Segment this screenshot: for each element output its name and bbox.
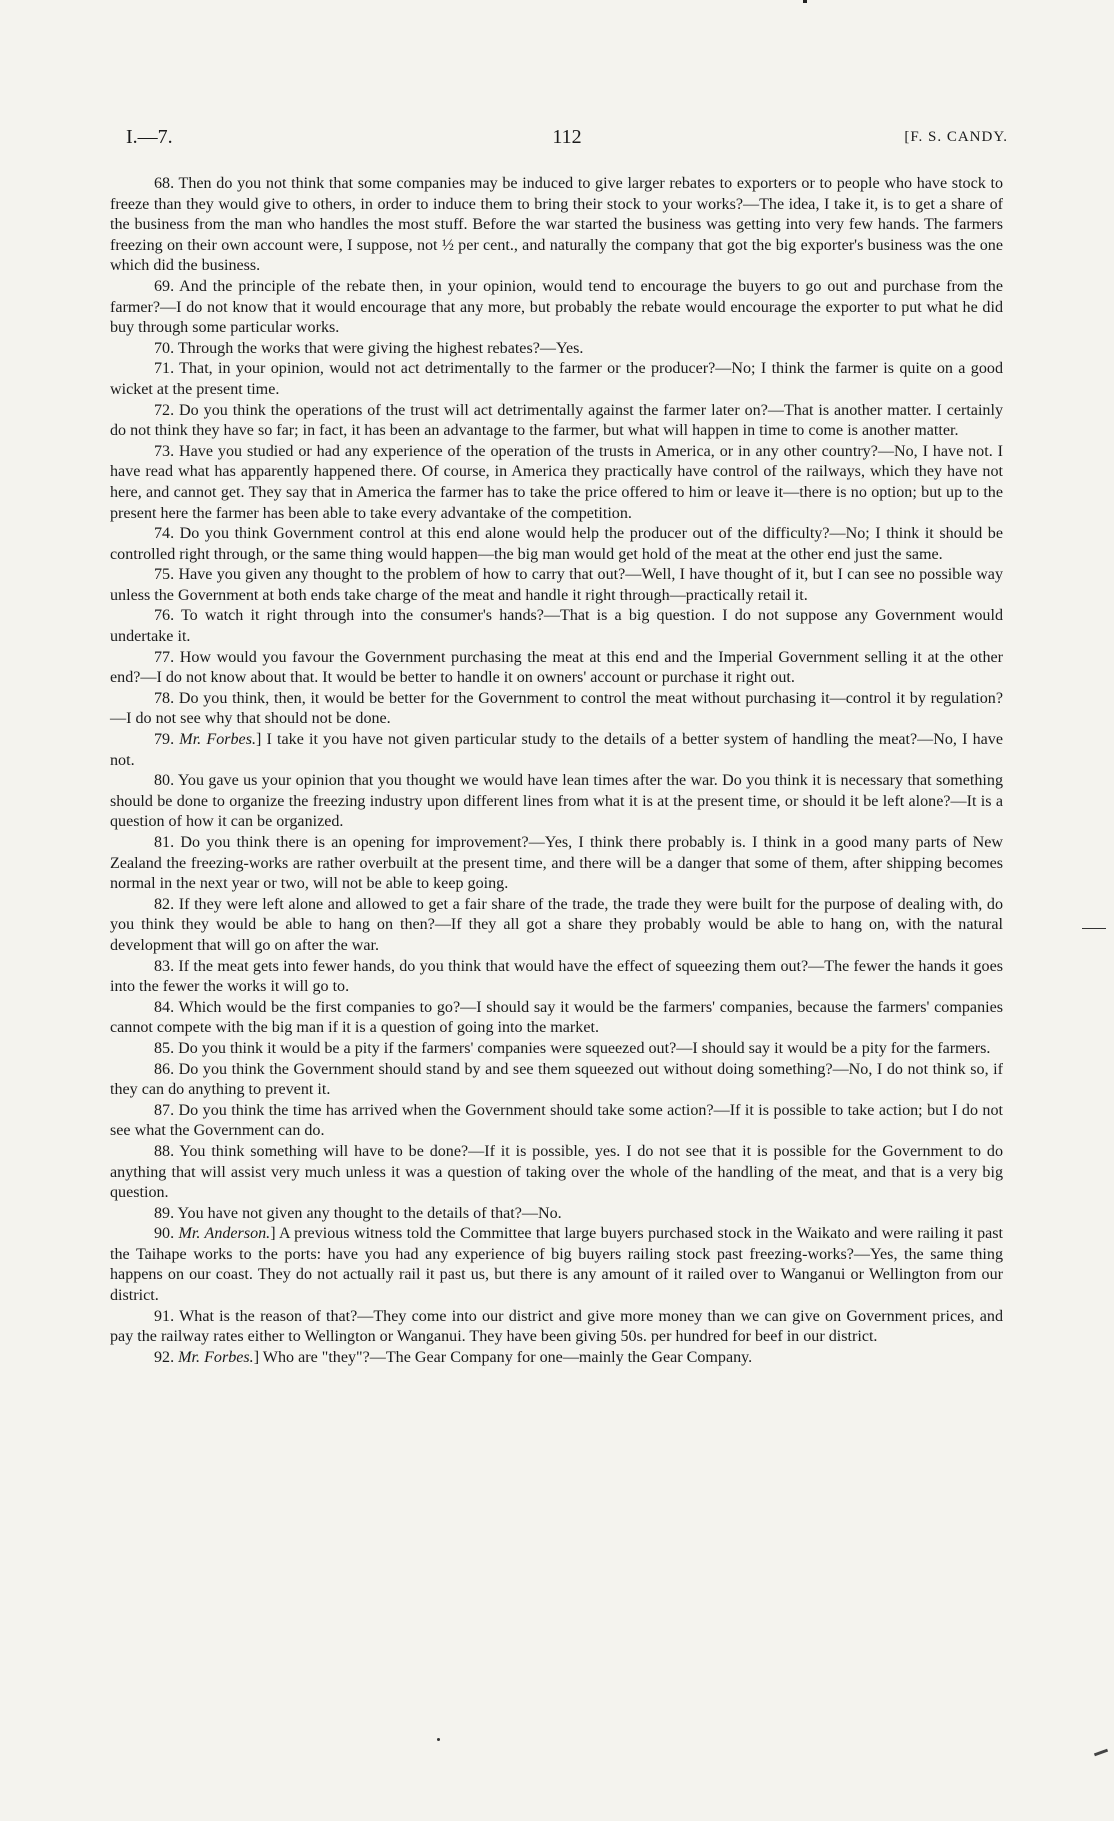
paragraph: 74. Do you think Government control at this end alone would help the producer out of the difficulty?—No; I think it should be controlled right through, or the same thing would happen—the big man would get hold of the meat at the other end just the same.: [110, 525, 1003, 563]
paragraph: 79. Mr. Forbes.] I take it you have not given particular study to the details of a better system of handling the meat?—No, I have not.: [110, 731, 1003, 769]
speaker-name: Mr. Forbes.: [178, 1348, 254, 1366]
paragraph: 85. Do you think it would be a pity if the farmers' companies were squeezed out?—I should say it would be a pity for the farmers.: [154, 1039, 991, 1057]
paragraph: 75. Have you given any thought to the problem of how to carry that out?—Well, I have thought of it, but I can see no possible way unless the Government at both ends take charge of the meat and handle it right through—practically retail it.: [110, 566, 1003, 604]
document-body: [110, 174, 1003, 1368]
paragraph: 83. If the meat gets into fewer hands, do you think that would have the effect of squeezing them out?—The fewer the hands it goes into the fewer the works it will go to.: [110, 957, 1003, 996]
margin-mark: [1094, 1749, 1108, 1757]
paragraph: 78. Do you think, then, it would be better for the Government to control the meat without purchasing it—control it by regulation?—I do not see why that should not be done.: [110, 689, 1003, 728]
margin-mark: [1082, 928, 1106, 929]
paragraph: 86. Do you think the Government should stand by and see them squeezed out without doing something?—No, I do not think so, if they can do anything to prevent it.: [110, 1060, 1003, 1099]
paragraph: 72. Do you think the operations of the trust will act detrimentally against the farmer later on?—That is another matter. I certainly do not think they have so far; in fact, it has been an advantage to the farmer, but what will happen in time to come is another matter.: [110, 401, 1003, 440]
paragraph: 88. You think something will have to be done?—If it is possible, yes. I do not see that it is possible for the Government to do anything that will assist very much unless it was a question of taking over the whole of the handling of the meat, and that is a very big question.: [110, 1142, 1003, 1202]
paragraph: 89. You have not given any thought to the details of that?—No.: [154, 1204, 562, 1222]
paragraph: 80. You gave us your opinion that you thought we would have lean times after the war. Do you think it is necessary that something should be done to organize the freezing industry upon different lines from what it is at the present time, or should it be left alone?—It is a question of how it can be organized.: [110, 772, 1003, 831]
paragraph: 87. Do you think the time has arrived when the Government should take some action?—If it is possible to take action; but I do not see what the Government can do.: [110, 1101, 1003, 1140]
paragraph: 84. Which would be the first companies to go?—I should say it would be the farmers' companies, because the farmers' companies cannot compete with the big man if it is a question of going into the market.: [110, 998, 1003, 1037]
paragraph: 70. Through the works that were giving the highest rebates?—Yes.: [154, 339, 584, 357]
paragraph: 81. Do you think there is an opening for improvement?—Yes, I think there probably is. I think in a good many parts of New Zealand the freezing-works are rather overbuilt at the present time, and there will be a danger that some of them, after shipping becomes normal in the next year or two, will not be able to keep going.: [110, 834, 1003, 893]
paragraph: 73. Have you studied or had any experience of the operation of the trusts in America, or in any other country?—No, I have not. I have read what has apparently happened there. Of course, in America they practically have control of the railways, which they have not here, and cannot get. They say that in America the farmer has to take the price offered to him or leave it—there is no option; but up to the present here the farmer has been able to take every advantake of the competition.: [110, 442, 1003, 522]
paper-reference: I.—7.: [126, 126, 173, 148]
scan-dot: [437, 1738, 440, 1741]
paragraph: 68. Then do you not think that some companies may be induced to give larger rebates to exporters or to people who have stock to freeze than they would give to others, in order to induce them to bring their stock to your works?—The idea, I take it, is to get a share of the business from the man who handles the most stuff. Before the war started the business was getting into very few hands. The farmers freezing on their own account were, I suppose, not ½ per cent., and naturally the company that got the big exporter's business was the one which did the business.: [110, 175, 1003, 275]
paragraph: 82. If they were left alone and allowed to get a fair share of the trade, the trade they were built for the purpose of dealing with, do you think they would be able to hang on then?—If they all got a share they probably would be able to hang on, with the natural development that will go on after the war.: [110, 895, 1003, 954]
witness-name: [F. S. CANDY.: [904, 129, 1008, 145]
paragraph: 91. What is the reason of that?—They come into our district and give more money than we can give on Government prices, and pay the railway rates either to Wellington or Wanganui. They have been giving 50s. per hundred for beef in our district.: [110, 1307, 1003, 1346]
paragraph: 90. Mr. Anderson.] A previous witness told the Committee that large buyers purchased stock in the Waikato and were railing it past the Taihape works to the ports: have you had any experience of big buyers railing stock past freezing-works?—Yes, the same thing happens on our coast. They do not actually rail it past us, but there is any amount of it railed over to Wanganui or Wellington from our district.: [110, 1225, 1003, 1305]
paragraph: 76. To watch it right through into the consumer's hands?—That is a big question. I do not suppose any Government would undertake it.: [110, 607, 1003, 646]
paragraph: 77. How would you favour the Government purchasing the meat at this end and the Imperial Government selling it at the other end?—I do not know about that. It would be better to handle it on owners' account or purchase it right out.: [110, 648, 1003, 687]
speaker-name: Mr. Forbes.: [179, 731, 256, 749]
page-number: 112: [552, 126, 582, 148]
paragraph: 71. That, in your opinion, would not act detrimentally to the farmer or the producer?—No; I think the farmer is quite on a good wicket at the present time.: [110, 360, 1003, 398]
page-header: [126, 126, 1008, 156]
paragraph: 92. Mr. Forbes.] Who are "they"?—The Gear Company for one—mainly the Gear Company.: [154, 1348, 753, 1366]
scan-mark: [803, 0, 807, 3]
paragraph: 69. And the principle of the rebate then, in your opinion, would tend to encourage the buyers to go out and purchase from the farmer?—I do not know that it would encourage that any more, but probably the rebate would encourage the exporter to put what he did buy through some particular works.: [110, 277, 1003, 337]
speaker-name: Mr. Anderson.: [178, 1225, 271, 1243]
